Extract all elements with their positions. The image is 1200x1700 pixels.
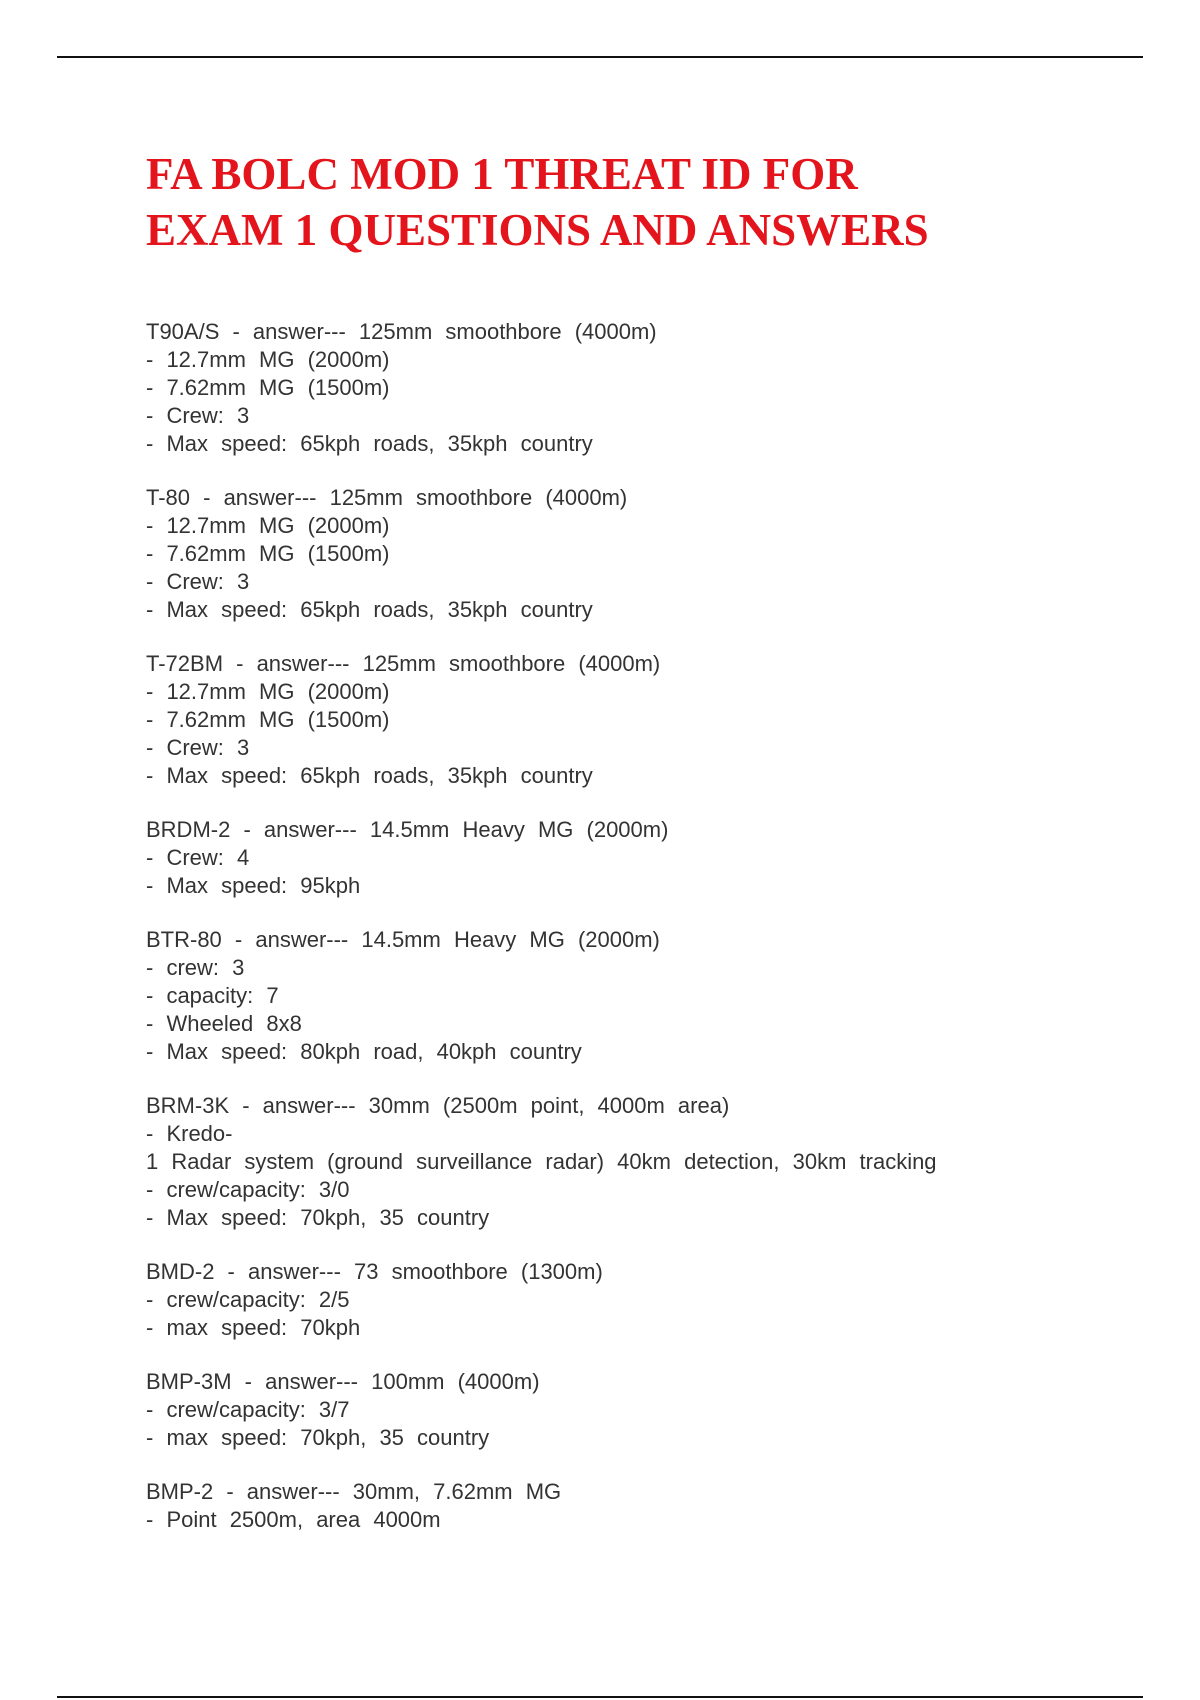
entry-detail-line: 1 Radar system (ground surveillance radar) 40km detection, 30km tracking xyxy=(146,1149,937,1174)
entry-question-line: BMP-2 - answer--- 30mm, 7.62mm MG xyxy=(146,1479,562,1504)
entry-question-line: BRDM-2 - answer--- 14.5mm Heavy MG (2000m) xyxy=(146,817,669,842)
entry-detail-line: - 12.7mm MG (2000m) xyxy=(146,513,390,538)
qa-entry-brdm2 xyxy=(146,816,1096,900)
entry-detail-line: - 12.7mm MG (2000m) xyxy=(146,679,390,704)
entry-detail-line: - crew/capacity: 3/0 xyxy=(146,1177,350,1202)
qa-entries xyxy=(146,318,1096,1534)
entry-detail-line: - Max speed: 95kph xyxy=(146,873,361,898)
entry-detail-line: - Crew: 4 xyxy=(146,845,250,870)
title-line-2: EXAM 1 QUESTIONS AND ANSWERS xyxy=(146,205,929,255)
qa-entry-t90as xyxy=(146,318,1096,458)
entry-question-line: T90A/S - answer--- 125mm smoothbore (4000m) xyxy=(146,319,657,344)
bottom-rule xyxy=(57,1696,1143,1698)
entry-question-line: BMP-3M - answer--- 100mm (4000m) xyxy=(146,1369,540,1394)
entry-question-line: BMD-2 - answer--- 73 smoothbore (1300m) xyxy=(146,1259,603,1284)
entry-detail-line: - Point 2500m, area 4000m xyxy=(146,1507,441,1532)
entry-detail-line: - 12.7mm MG (2000m) xyxy=(146,347,390,372)
qa-entry-t80 xyxy=(146,484,1096,624)
qa-entry-bmp3m xyxy=(146,1368,1096,1452)
entry-question-line: T-80 - answer--- 125mm smoothbore (4000m) xyxy=(146,485,628,510)
entry-detail-line: - 7.62mm MG (1500m) xyxy=(146,541,390,566)
entry-detail-line: - max speed: 70kph, 35 country xyxy=(146,1425,490,1450)
entry-detail-line: - Crew: 3 xyxy=(146,735,250,760)
entry-detail-line: - Max speed: 65kph roads, 35kph country xyxy=(146,763,593,788)
entry-detail-line: - capacity: 7 xyxy=(146,983,279,1008)
entry-detail-line: - Max speed: 70kph, 35 country xyxy=(146,1205,490,1230)
document-title xyxy=(146,146,1096,258)
entry-detail-line: - Max speed: 65kph roads, 35kph country xyxy=(146,597,593,622)
entry-question-line: BTR-80 - answer--- 14.5mm Heavy MG (2000m) xyxy=(146,927,660,952)
entry-detail-line: - Wheeled 8x8 xyxy=(146,1011,302,1036)
qa-entry-t72bm xyxy=(146,650,1096,790)
entry-detail-line: - crew: 3 xyxy=(146,955,245,980)
entry-detail-line: - Kredo- xyxy=(146,1121,233,1146)
qa-entry-bmp2 xyxy=(146,1478,1096,1534)
title-line-1: FA BOLC MOD 1 THREAT ID FOR xyxy=(146,149,858,199)
entry-detail-line: - max speed: 70kph xyxy=(146,1315,361,1340)
entry-detail-line: - Max speed: 80kph road, 40kph country xyxy=(146,1039,582,1064)
top-rule xyxy=(57,56,1143,58)
entry-detail-line: - crew/capacity: 3/7 xyxy=(146,1397,350,1422)
entry-question-line: T-72BM - answer--- 125mm smoothbore (4000m) xyxy=(146,651,661,676)
entry-detail-line: - crew/capacity: 2/5 xyxy=(146,1287,350,1312)
entry-detail-line: - 7.62mm MG (1500m) xyxy=(146,375,390,400)
entry-detail-line: - Crew: 3 xyxy=(146,403,250,428)
entry-detail-line: - Crew: 3 xyxy=(146,569,250,594)
entry-detail-line: - 7.62mm MG (1500m) xyxy=(146,707,390,732)
qa-entry-brm3k xyxy=(146,1092,1096,1232)
qa-entry-btr80 xyxy=(146,926,1096,1066)
entry-question-line: BRM-3K - answer--- 30mm (2500m point, 4000m area) xyxy=(146,1093,730,1118)
qa-entry-bmd2 xyxy=(146,1258,1096,1342)
entry-detail-line: - Max speed: 65kph roads, 35kph country xyxy=(146,431,593,456)
document-body xyxy=(146,146,1096,1560)
